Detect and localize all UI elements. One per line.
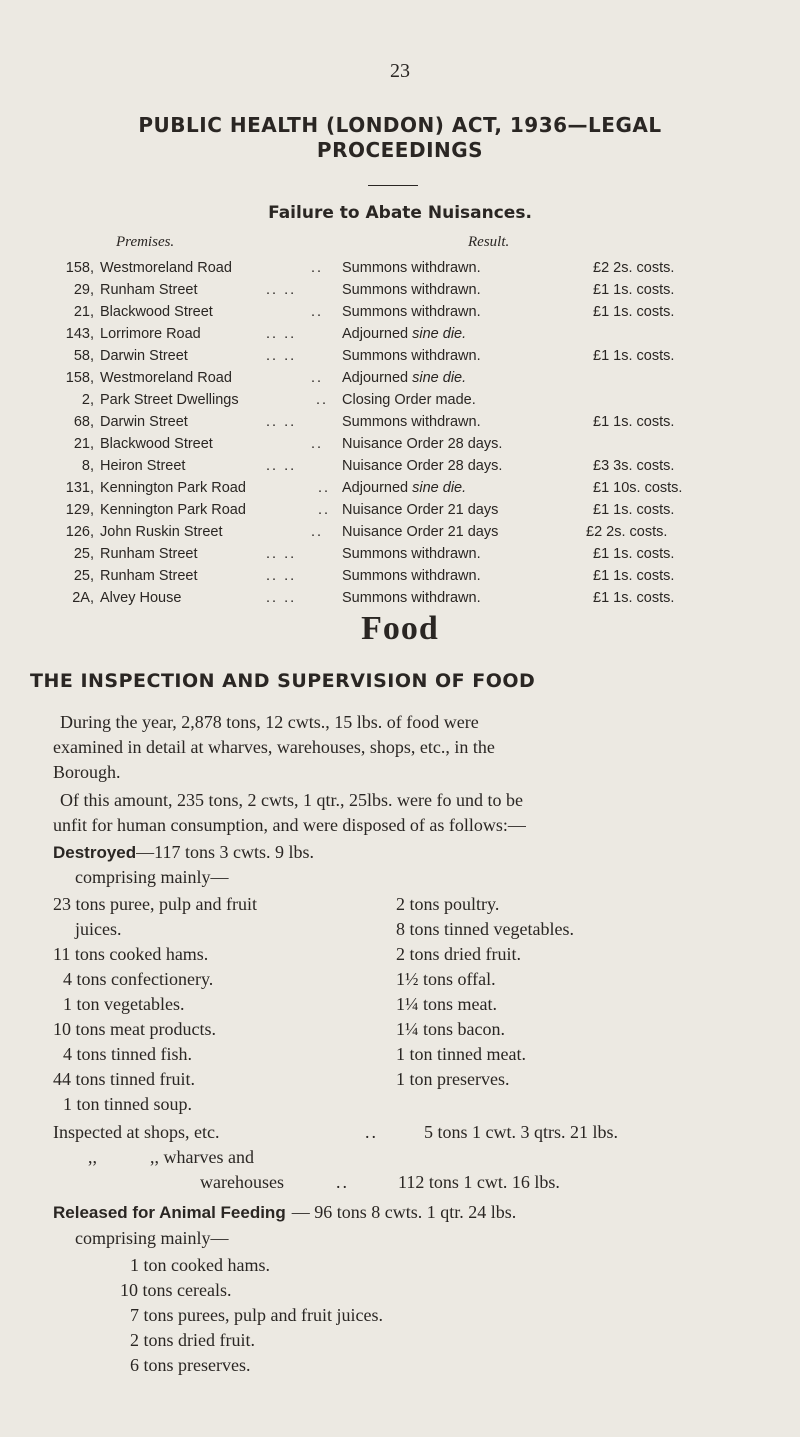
table-row xyxy=(0,392,800,414)
result-text: Summons withdrawn. xyxy=(342,260,481,276)
page-number: 23 xyxy=(390,60,410,82)
result-text: Adjourned sine die. xyxy=(342,326,467,342)
destroyed-item: 23 tons puree, pulp and fruit xyxy=(53,894,257,914)
premises-number: 143, xyxy=(65,326,94,342)
destroyed-item: 10 tons meat products. xyxy=(53,1019,216,1039)
premises-number: 25, xyxy=(73,568,94,584)
table-row xyxy=(0,502,800,524)
destroyed-item: 4 tons tinned fish. xyxy=(63,1044,192,1064)
table-row xyxy=(0,348,800,370)
destroyed-item: 1 ton tinned soup. xyxy=(63,1094,192,1114)
table-row xyxy=(0,590,800,612)
table-row xyxy=(0,436,800,458)
premises-number: 131, xyxy=(65,480,94,496)
costs-text: £3 3s. costs. xyxy=(593,458,675,474)
costs-text: £1 1s. costs. xyxy=(593,348,675,364)
leader-dots: .. xyxy=(318,480,331,496)
premises-street: Alvey House xyxy=(100,590,182,606)
paragraph-line: During the year, 2,878 tons, 12 cwts., 15 lbs. of food were xyxy=(60,712,479,732)
premises-number: 68, xyxy=(73,414,94,430)
premises-number: 2A, xyxy=(72,590,94,606)
premises-street: Blackwood Street xyxy=(100,436,213,452)
costs-text: £1 1s. costs. xyxy=(593,282,675,298)
destroyed-amount: —117 tons 3 cwts. 9 lbs. xyxy=(136,842,314,862)
released-amount: — 96 tons 8 cwts. 1 qtr. 24 lbs. xyxy=(291,1202,517,1222)
leader-dots: .. .. xyxy=(266,458,297,474)
column-header-premises: Premises. xyxy=(116,234,175,250)
result-text: Nuisance Order 21 days xyxy=(342,502,499,518)
destroyed-item: 8 tons tinned vegetables. xyxy=(396,919,574,939)
premises-street: Heiron Street xyxy=(100,458,186,474)
premises-number: 21, xyxy=(73,304,94,320)
destroyed-item: 1 ton tinned meat. xyxy=(396,1044,526,1064)
leader-dots: .. .. xyxy=(266,282,297,298)
table-row xyxy=(0,524,800,546)
warehouses-value: 112 tons 1 cwt. 16 lbs. xyxy=(398,1172,560,1192)
premises-street: John Ruskin Street xyxy=(100,524,223,540)
destroyed-item: 1¼ tons meat. xyxy=(396,994,497,1014)
premises-number: 25, xyxy=(73,546,94,562)
premises-number: 29, xyxy=(73,282,94,298)
leader-dots: .. .. xyxy=(266,568,297,584)
premises-street: Darwin Street xyxy=(100,414,188,430)
leader-dots: .. .. xyxy=(266,546,297,562)
result-text: Adjourned sine die. xyxy=(342,370,467,386)
destroyed-item: 1½ tons offal. xyxy=(396,969,496,989)
leader-dots: .. xyxy=(365,1122,378,1142)
inspected-shops-label: Inspected at shops, etc. xyxy=(53,1122,220,1142)
table-row xyxy=(0,326,800,348)
premises-street: Park Street Dwellings xyxy=(100,392,239,408)
table-row xyxy=(0,370,800,392)
paragraph-line: Borough. xyxy=(53,762,121,782)
result-text: Summons withdrawn. xyxy=(342,348,481,364)
costs-text: £1 1s. costs. xyxy=(593,590,675,606)
result-text: Summons withdrawn. xyxy=(342,568,481,584)
costs-text: £2 2s. costs. xyxy=(593,260,675,276)
leader-dots: .. .. xyxy=(266,414,297,430)
food-title: Food xyxy=(361,610,439,647)
destroyed-item: 11 tons cooked hams. xyxy=(53,944,209,964)
result-text: Summons withdrawn. xyxy=(342,590,481,606)
costs-text: £1 1s. costs. xyxy=(593,568,675,584)
wharves-label: ,, wharves and xyxy=(150,1147,254,1167)
released-item: 7 tons purees, pulp and fruit juices. xyxy=(130,1305,383,1325)
costs-text: £1 1s. costs. xyxy=(593,304,675,320)
inspected-shops-value: 5 tons 1 cwt. 3 qtrs. 21 lbs. xyxy=(424,1122,619,1142)
premises-number: 126, xyxy=(65,524,94,540)
result-text: Summons withdrawn. xyxy=(342,546,481,562)
result-text: Adjourned sine die. xyxy=(342,480,467,496)
leader-dots: .. xyxy=(336,1172,349,1192)
premises-street: Runham Street xyxy=(100,282,198,298)
released-comprising-label: comprising mainly— xyxy=(75,1228,229,1248)
released-item: 2 tons dried fruit. xyxy=(130,1330,255,1350)
premises-street: Westmoreland Road xyxy=(100,370,232,386)
destroyed-item: 1 ton preserves. xyxy=(396,1069,510,1089)
costs-text: £1 10s. costs. xyxy=(593,480,683,496)
premises-street: Lorrimore Road xyxy=(100,326,201,342)
premises-number: 2, xyxy=(81,392,94,408)
released-label: Released for Animal Feeding xyxy=(53,1203,286,1222)
paragraph-line: Of this amount, 235 tons, 2 cwts, 1 qtr., 25lbs. were fo und to be xyxy=(60,790,523,810)
premises-number: 158, xyxy=(65,260,94,276)
leader-dots: .. xyxy=(316,392,329,408)
premises-street: Blackwood Street xyxy=(100,304,213,320)
premises-street: Kennington Park Road xyxy=(100,502,246,518)
leader-dots: .. .. xyxy=(266,590,297,606)
released-item: 10 tons cereals. xyxy=(120,1280,232,1300)
section-heading: THE INSPECTION AND SUPERVISION OF FOOD xyxy=(30,670,536,692)
destroyed-line xyxy=(53,842,314,863)
destroyed-item: 1¼ tons bacon. xyxy=(396,1019,505,1039)
destroyed-item: 2 tons dried fruit. xyxy=(396,944,521,964)
premises-street: Darwin Street xyxy=(100,348,188,364)
result-text: Closing Order made. xyxy=(342,392,476,408)
table-row xyxy=(0,414,800,436)
destroyed-item: juices. xyxy=(75,919,122,939)
table-row xyxy=(0,568,800,590)
premises-street: Runham Street xyxy=(100,546,198,562)
destroyed-item: 4 tons confectionery. xyxy=(63,969,214,989)
destroyed-item: 1 ton vegetables. xyxy=(63,994,185,1014)
ditto-mark: ,, xyxy=(88,1147,97,1167)
costs-text: £1 1s. costs. xyxy=(593,502,675,518)
costs-text: £1 1s. costs. xyxy=(593,546,675,562)
divider-rule xyxy=(368,185,418,186)
table-row xyxy=(0,480,800,502)
warehouses-label: warehouses xyxy=(200,1172,284,1192)
destroyed-item: 2 tons poultry. xyxy=(396,894,500,914)
released-line xyxy=(53,1202,516,1223)
table-row xyxy=(0,546,800,568)
destroyed-item: 44 tons tinned fruit. xyxy=(53,1069,195,1089)
table-row xyxy=(0,260,800,282)
nuisances-title: Failure to Abate Nuisances. xyxy=(268,203,532,223)
costs-text: £1 1s. costs. xyxy=(593,414,675,430)
result-text: Summons withdrawn. xyxy=(342,414,481,430)
costs-text: £2 2s. costs. xyxy=(586,524,668,540)
leader-dots: .. xyxy=(318,502,331,518)
result-text: Summons withdrawn. xyxy=(342,282,481,298)
premises-number: 21, xyxy=(73,436,94,452)
result-text: Nuisance Order 21 days xyxy=(342,524,499,540)
leader-dots: .. xyxy=(311,370,324,386)
premises-street: Runham Street xyxy=(100,568,198,584)
table-row xyxy=(0,282,800,304)
premises-number: 58, xyxy=(73,348,94,364)
leader-dots: .. xyxy=(311,436,324,452)
leader-dots: .. xyxy=(311,524,324,540)
table-row xyxy=(0,458,800,480)
premises-street: Kennington Park Road xyxy=(100,480,246,496)
column-header-result: Result. xyxy=(468,234,510,250)
result-text: Summons withdrawn. xyxy=(342,304,481,320)
result-text: Nuisance Order 28 days. xyxy=(342,458,503,474)
leader-dots: .. .. xyxy=(266,348,297,364)
result-text: Nuisance Order 28 days. xyxy=(342,436,503,452)
destroyed-label: Destroyed xyxy=(53,843,137,862)
released-item: 1 ton cooked hams. xyxy=(130,1255,270,1275)
premises-number: 129, xyxy=(65,502,94,518)
leader-dots: .. xyxy=(311,260,324,276)
premises-number: 158, xyxy=(65,370,94,386)
released-item: 6 tons preserves. xyxy=(130,1355,251,1375)
heading-line-1: PUBLIC HEALTH (LONDON) ACT, 1936—LEGAL xyxy=(138,113,662,137)
table-row xyxy=(0,304,800,326)
paragraph-line: unfit for human consumption, and were disposed of as follows:— xyxy=(53,815,526,835)
heading-line-2: PROCEEDINGS xyxy=(316,138,484,162)
comprising-label: comprising mainly— xyxy=(75,867,229,887)
leader-dots: .. xyxy=(311,304,324,320)
premises-street: Westmoreland Road xyxy=(100,260,232,276)
leader-dots: .. .. xyxy=(266,326,297,342)
paragraph-line: examined in detail at wharves, warehouses, shops, etc., in the xyxy=(53,737,495,757)
premises-number: 8, xyxy=(81,458,94,474)
